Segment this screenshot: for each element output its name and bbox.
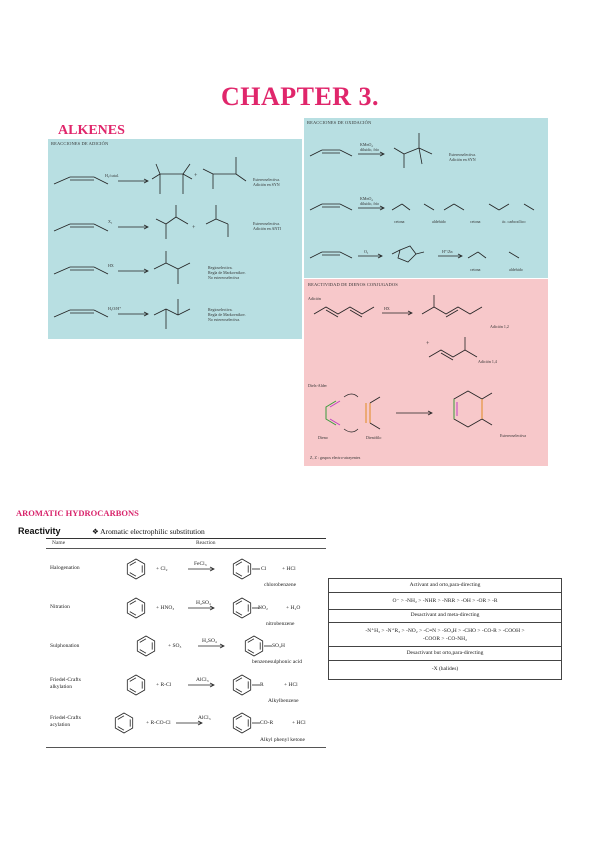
substituent-halogenation: Cl xyxy=(261,566,267,572)
row-name-halogenation: Halogenation xyxy=(50,565,80,571)
diels-alder-label: Diels-Alder xyxy=(308,383,327,388)
substituent-fc-acylation: CO-R xyxy=(260,720,274,726)
dieno-label: Dieno xyxy=(318,435,328,440)
addition-note-4: Regioselectiva. Regla de Markovnikov. No estereoselectiva. xyxy=(208,307,246,322)
byproduct-fc-alkylation: + HCl xyxy=(284,682,298,688)
dienes-product-14: Adición 1,4 xyxy=(478,359,497,364)
row-name-sulphonation: Sulphonation xyxy=(50,643,80,649)
directing-header-halides: Desactivant but orto,para-directing xyxy=(406,650,484,656)
reagent-sulphonation: + SO₃ xyxy=(168,643,182,649)
directing-sep-1 xyxy=(329,592,561,593)
dienes-reagent: HX xyxy=(384,306,390,311)
catalyst-sulphonation: H₂SO₄ xyxy=(202,638,217,644)
oxidation-reactions-panel xyxy=(304,118,548,278)
byproduct-halogenation: + HCl xyxy=(282,566,296,572)
product-fc-acylation: Alkyl phenyl ketone xyxy=(260,737,305,743)
col-name-header: Name xyxy=(52,540,66,546)
product-nitration: nitrobenzene xyxy=(266,621,295,627)
alkene-reactant xyxy=(54,177,108,184)
reagent-halogenation: + Cl₂ xyxy=(156,566,168,572)
addition-reagent-3: HX xyxy=(108,263,114,268)
oxidation-title: REACCIONES DE OXIDACIÓN xyxy=(307,120,372,125)
addition-title: REACCIONES DE ADICIÓN xyxy=(51,141,109,146)
addition-reagent-2: X₂ xyxy=(108,219,113,224)
addition-note-3: Regioselectiva. Regla de Markovnikov. No estereoselectiva xyxy=(208,265,246,280)
oxidation-label-cetona-2: cetona xyxy=(470,219,481,224)
addition-note-2: Estereoselectiva. Adición en ANTI xyxy=(253,221,281,231)
directing-list-activant: O⁻ > -NH₂ > -NHR > -NRR > -OH > -OR > -R xyxy=(392,598,498,604)
directing-sep-2 xyxy=(329,609,561,610)
oxidation-label-aldehido-3: aldehido xyxy=(509,267,523,272)
product-halogenation: chlorobenzene xyxy=(264,582,297,588)
oxidation-structures xyxy=(304,118,548,278)
oxidation-label-cetona: cetona xyxy=(394,219,405,224)
col-reaction-header: Reaction xyxy=(196,540,216,546)
oxidation-label-cetona-3: cetona xyxy=(470,267,481,272)
oxidation-reagent-2: KMnO₄ diluido, frío xyxy=(360,196,380,206)
catalyst-nitration: H₂SO₄ xyxy=(196,600,211,606)
svg-text:+: + xyxy=(192,225,196,231)
reagent-nitration: + HNO₃ xyxy=(156,605,175,611)
dienes-product-12: Adición 1,2 xyxy=(490,324,509,329)
directing-header-activant: Activant and orto,para-directing xyxy=(409,582,481,588)
substituent-nitration: NO₂ xyxy=(258,605,268,611)
oxidation-label-aldehido: aldehido xyxy=(432,219,446,224)
oxidation-note-1: Estereoselectiva. Adición en SYN xyxy=(449,152,476,162)
alkenes-heading: ALKENES xyxy=(58,123,125,138)
row-name-fc-acylation: Friedel-Crafts acylation xyxy=(50,715,81,728)
byproduct-nitration: + H₂O xyxy=(286,605,301,611)
chapter-title: CHAPTER 3. xyxy=(220,82,380,111)
addition-reagent-4: H₃O/H⁺ xyxy=(108,306,122,311)
catalyst-fc-acylation: AlCl₃ xyxy=(198,715,211,721)
dienofilo-label: Dienófilo xyxy=(366,435,382,440)
addition-structures xyxy=(48,139,302,339)
row-name-fc-alkylation: Friedel-Crafts alkylation xyxy=(50,677,81,690)
catalyst-fc-alkylation: AlCl₃ xyxy=(196,677,209,683)
directing-sep-4 xyxy=(329,646,561,647)
directing-list-halides: -X (halides) xyxy=(431,666,459,672)
addition-note-1: Estereoselectiva. Adición en SYN xyxy=(253,177,280,187)
directing-groups-box xyxy=(328,578,562,680)
substitution-table xyxy=(46,538,326,743)
svg-text:+: + xyxy=(194,173,198,179)
oxidation-reagent-3b: H⁺/Zn xyxy=(442,249,453,254)
dienes-addition-label: Adición xyxy=(308,296,321,301)
row-name-nitration: Nitration xyxy=(50,604,70,610)
oxidation-label-acid: ác. carboxílico xyxy=(502,219,526,224)
dienes-footnote: Z, Z : grupos electro-atrayentes xyxy=(310,455,361,460)
directing-sep-5 xyxy=(329,660,561,661)
directing-header-meta: Desactivant and meta-directing xyxy=(410,612,480,618)
addition-reactions-panel xyxy=(48,139,302,339)
product-sulphonation: benzenesulphonic acid xyxy=(252,659,302,665)
aromatic-heading: AROMATIC HYDROCARBONS xyxy=(16,508,139,518)
catalyst-halogenation: FeCl₃ xyxy=(194,561,207,567)
directing-list-meta-2: -COOR > -CO-NH₂ xyxy=(422,636,468,642)
directing-list-meta: -N⁺H₃ > -N⁺R₃ > -NO₂ > -C≡N > -SO₃H > -CHO > -CO-R > -COOH > xyxy=(365,628,525,634)
product-fc-alkylation: Alkylbenzene xyxy=(268,698,299,704)
diels-alder-note: Estereoselectiva xyxy=(500,433,526,438)
dienes-title: REACTIVIDAD DE DIENOS CONJUGADOS xyxy=(308,282,398,287)
oxidation-reagent-1: KMnO₄ diluido, frío xyxy=(360,142,380,152)
reagent-fc-acylation: + R-CO-Cl xyxy=(146,720,171,726)
svg-text:+: + xyxy=(426,341,430,347)
reactivity-subtitle: ❖ Aromatic electrophilic substitution xyxy=(92,527,205,536)
substituent-fc-alkylation: R xyxy=(260,682,264,688)
oxidation-reagent-3: O₃ xyxy=(364,249,369,254)
byproduct-fc-acylation: + HCl xyxy=(292,720,306,726)
substituent-sulphonation: SO₃H xyxy=(272,643,285,649)
addition-reagent-1: H₂/catal. xyxy=(105,173,119,178)
reagent-fc-alkylation: + R-Cl xyxy=(156,682,172,688)
directing-sep-3 xyxy=(329,622,561,623)
reactivity-label: Reactivity xyxy=(18,526,61,536)
dienes-panel xyxy=(304,279,548,466)
